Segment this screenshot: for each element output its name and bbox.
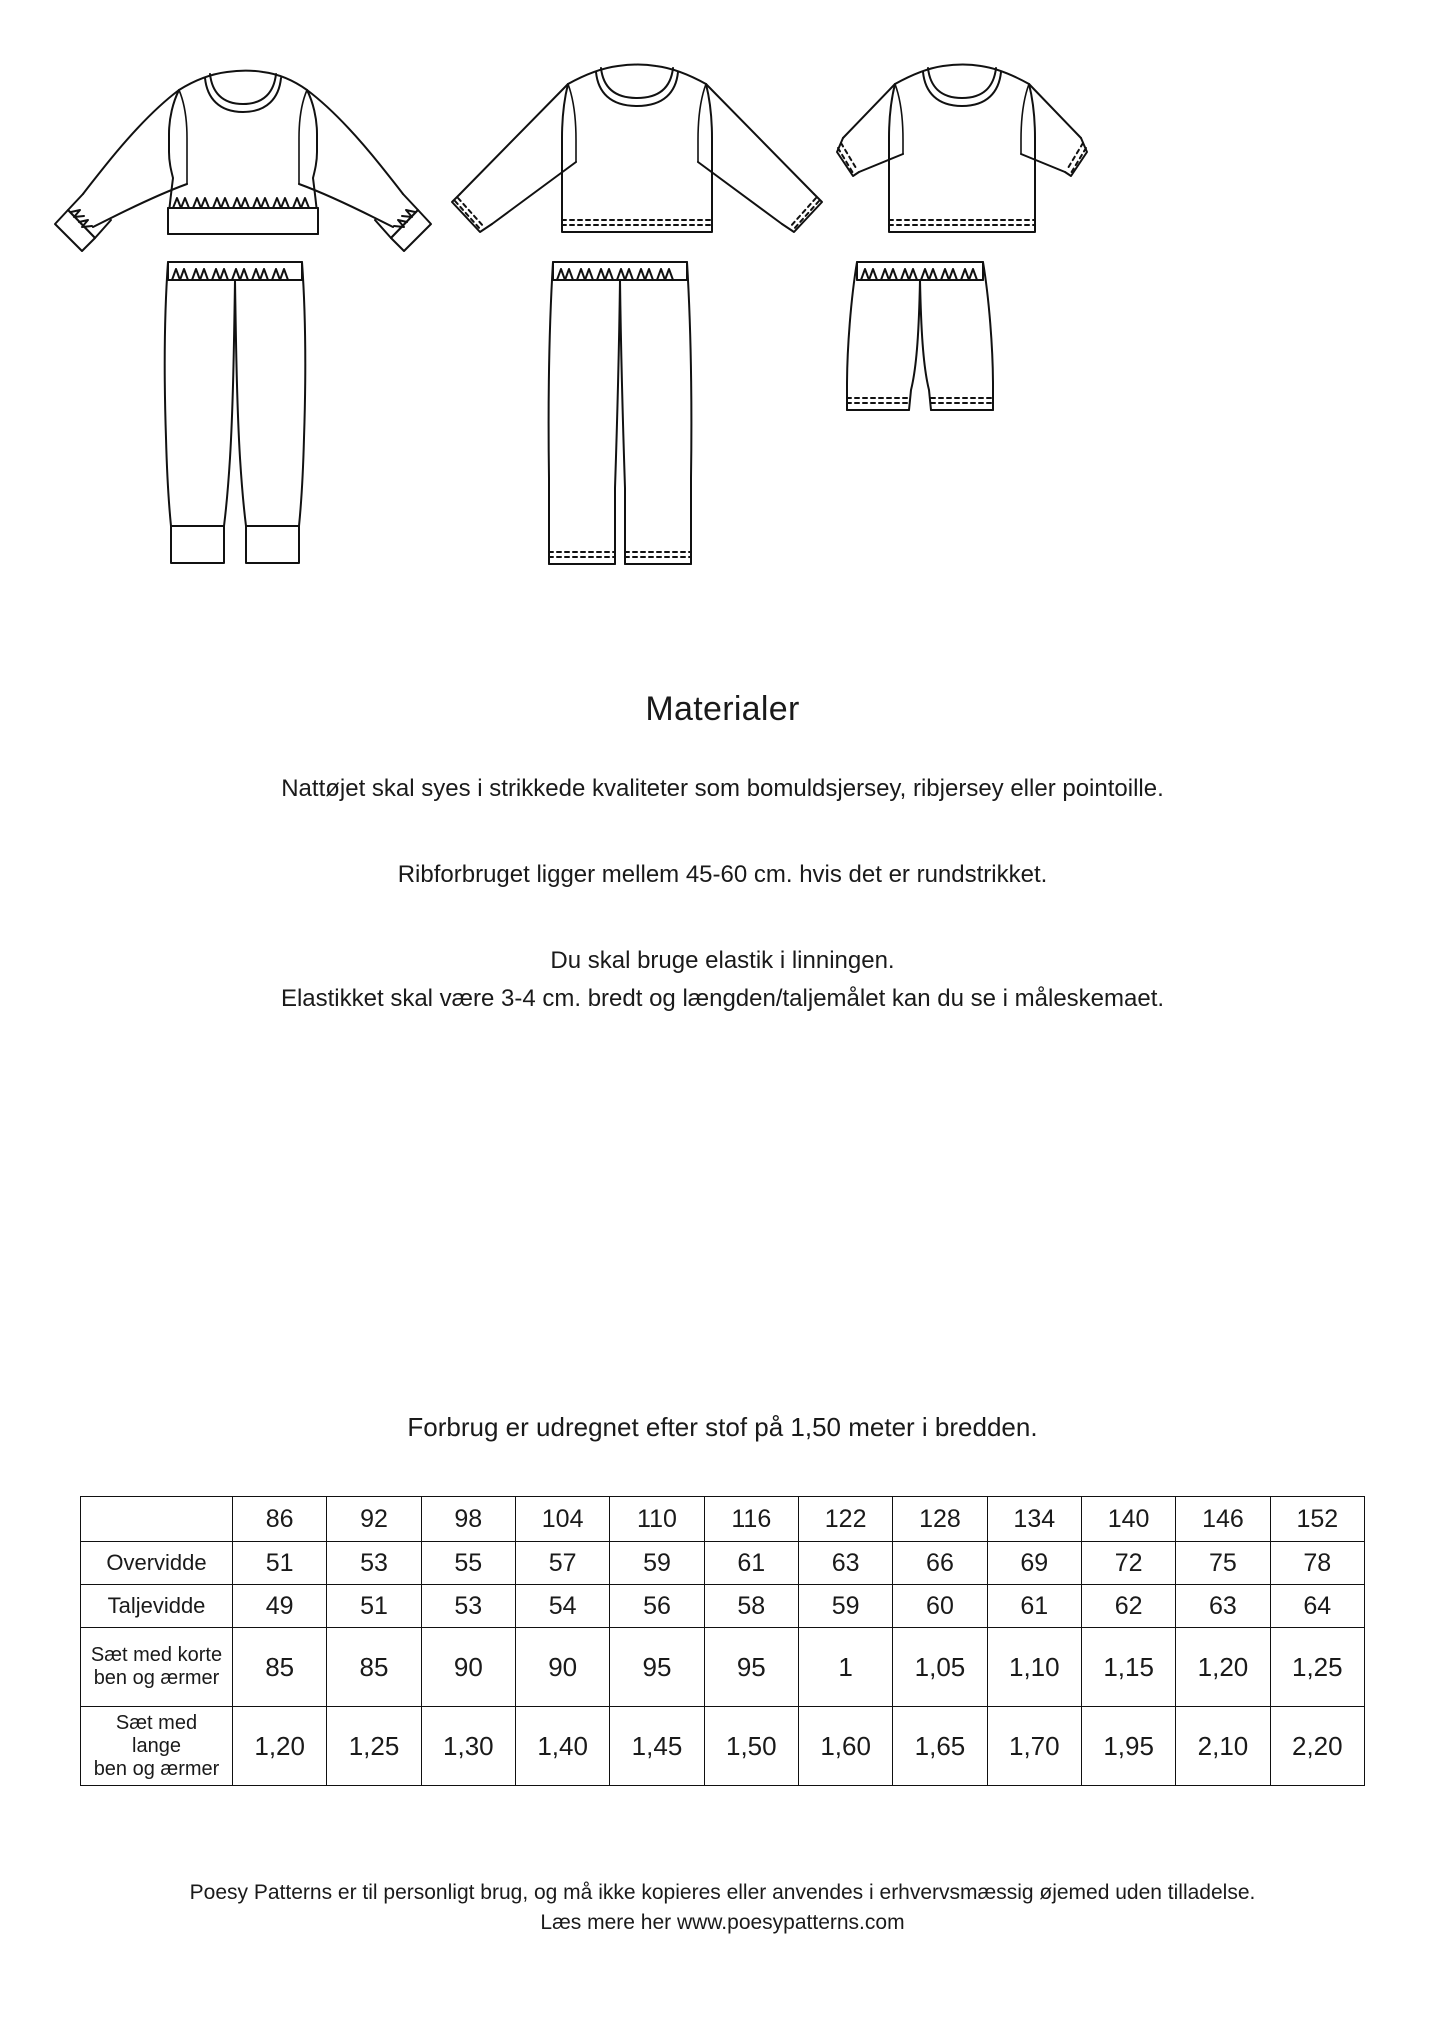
consumption-caption: Forbrug er udregnet efter stof på 1,50 meter i bredden. [407, 1412, 1038, 1442]
table-cell: 78 [1270, 1542, 1364, 1585]
table-cell: 1,30 [421, 1707, 515, 1786]
table-cell: 1,65 [893, 1707, 987, 1786]
table-body [81, 1542, 1365, 1786]
size-header-116: 116 [704, 1497, 798, 1542]
table-cell: 56 [610, 1585, 704, 1628]
size-header-134: 134 [987, 1497, 1081, 1542]
shorts-illustration [845, 258, 995, 433]
table-cell: 60 [893, 1585, 987, 1628]
table-cell: 85 [327, 1628, 421, 1707]
size-header-110: 110 [610, 1497, 704, 1542]
table-cell: 75 [1176, 1542, 1270, 1585]
table-cell: 69 [987, 1542, 1081, 1585]
table-cell: 51 [327, 1585, 421, 1628]
size-header-98: 98 [421, 1497, 515, 1542]
table-cell: 1 [798, 1628, 892, 1707]
footer-copyright [0, 1878, 1445, 1939]
table-cell: 1,05 [893, 1628, 987, 1707]
table-cell: 54 [515, 1585, 609, 1628]
table-cell: 62 [1081, 1585, 1175, 1628]
size-header-122: 122 [798, 1497, 892, 1542]
table-cell: 1,25 [327, 1707, 421, 1786]
size-header-86: 86 [233, 1497, 327, 1542]
table-cell: 1,15 [1081, 1628, 1175, 1707]
row-label-line-2: ben og ærmer [93, 1757, 220, 1780]
row-label: Overvidde [81, 1542, 233, 1585]
table-cell: 1,45 [610, 1707, 704, 1786]
table-corner-cell [81, 1497, 233, 1542]
table-cell: 61 [987, 1585, 1081, 1628]
table-cell: 57 [515, 1542, 609, 1585]
table-cell: 1,70 [987, 1707, 1081, 1786]
table-cell: 66 [893, 1542, 987, 1585]
table-cell: 1,20 [233, 1707, 327, 1786]
table-cell: 58 [704, 1585, 798, 1628]
table-cell: 1,25 [1270, 1628, 1364, 1707]
table-cell: 95 [610, 1628, 704, 1707]
materials-elastic-line-1: Du skal bruge elastik i linningen. [550, 947, 895, 975]
size-header-92: 92 [327, 1497, 421, 1542]
row-label [81, 1707, 233, 1786]
table-header-row [81, 1497, 1365, 1542]
page-title: Materialer [645, 690, 800, 728]
table-cell: 2,10 [1176, 1707, 1270, 1786]
table-row [81, 1707, 1365, 1786]
row-label-line-1: Sæt med lange [115, 1711, 198, 1757]
short-sleeve-top-illustration [825, 42, 1075, 257]
materials-section [0, 690, 1445, 1070]
materials-paragraph-fabric: Nattøjet skal syes i strikkede kvaliteter som bomuldsjersey, ribjersey eller pointoille. [281, 775, 1164, 802]
table-cell: 2,20 [1270, 1707, 1364, 1786]
footer-line-1: Poesy Patterns er til personligt brug, og må ikke kopieres eller anvendes i erhvervsmæssig øjemed uden tilladelse. [189, 1881, 1256, 1904]
table-row [81, 1628, 1365, 1707]
table-cell: 53 [327, 1542, 421, 1585]
technical-flats-panel [0, 0, 1445, 640]
size-header-140: 140 [1081, 1497, 1175, 1542]
table-cell: 1,20 [1176, 1628, 1270, 1707]
size-measurement-table [80, 1496, 1365, 1786]
long-pants-illustration [545, 258, 695, 578]
table-cell: 90 [515, 1628, 609, 1707]
table-cell: 55 [421, 1542, 515, 1585]
materials-paragraph-rib: Ribforbruget ligger mellem 45-60 cm. hvis det er rundstrikket. [397, 861, 1048, 889]
table-cell: 1,40 [515, 1707, 609, 1786]
table-cell: 1,50 [704, 1707, 798, 1786]
table-cell: 63 [798, 1542, 892, 1585]
table-cell: 1,95 [1081, 1707, 1175, 1786]
sweatshirt-with-ribbing-illustration [55, 42, 415, 257]
materials-elastic-line-2: Elastikket skal være 3-4 cm. bredt og længden/taljemålet kan du se i måleskemaet. [280, 985, 1165, 1013]
row-label-line-1: Sæt med korte [90, 1644, 223, 1666]
table-cell: 51 [233, 1542, 327, 1585]
table-cell: 95 [704, 1628, 798, 1707]
size-header-146: 146 [1176, 1497, 1270, 1542]
table-cell: 49 [233, 1585, 327, 1628]
table-cell: 64 [1270, 1585, 1364, 1628]
table-cell: 1,10 [987, 1628, 1081, 1707]
row-label-line-2: ben og ærmer [93, 1667, 220, 1689]
table-cell: 61 [704, 1542, 798, 1585]
materials-paragraph-elastic [0, 945, 1445, 1015]
table-cell: 53 [421, 1585, 515, 1628]
joggers-with-cuffs-illustration [160, 258, 310, 578]
row-label: Taljevidde [81, 1585, 233, 1628]
table-cell: 90 [421, 1628, 515, 1707]
long-sleeve-top-illustration [450, 42, 800, 257]
table-cell: 1,60 [798, 1707, 892, 1786]
size-table-wrapper [80, 1496, 1365, 1786]
table-cell: 72 [1081, 1542, 1175, 1585]
row-label [81, 1628, 233, 1707]
table-cell: 85 [233, 1628, 327, 1707]
size-header-152: 152 [1270, 1497, 1364, 1542]
table-cell: 63 [1176, 1585, 1270, 1628]
table-cell: 59 [798, 1585, 892, 1628]
table-cell: 59 [610, 1542, 704, 1585]
table-row [81, 1585, 1365, 1628]
size-header-128: 128 [893, 1497, 987, 1542]
footer-line-2: Læs mere her www.poesypatterns.com [540, 1911, 905, 1935]
table-row [81, 1542, 1365, 1585]
size-header-104: 104 [515, 1497, 609, 1542]
